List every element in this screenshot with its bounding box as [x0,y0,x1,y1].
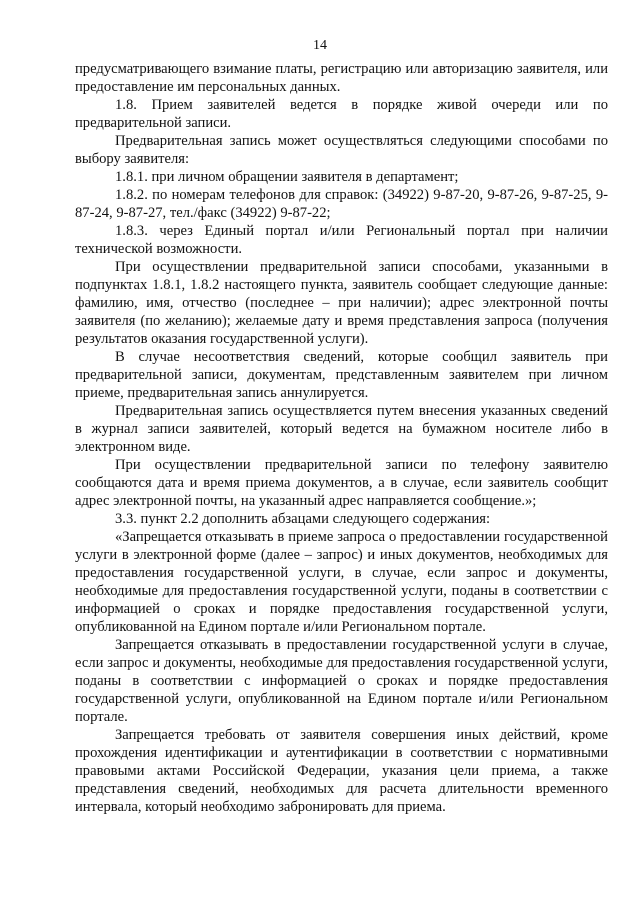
document-body [75,60,608,816]
paragraph-1-8-3: 1.8.3. через Единый портал и/или Региональный портал при наличии технической возможности. [75,223,608,257]
paragraph-refusal-acceptance: «Запрещается отказывать в приеме запроса о предоставлении государственной услуги в электронной форме (далее – запрос) и иных документов, необходимых для предоставления государственной услуги, в случае, если запрос и документы, необходимые для предоставления государственной услуги, поданы в соответствии с информацией о сроках и порядке предоставления государственной услуги, опубликованной на Едином портале и/или Региональном портале. [75,529,608,635]
paragraph-1-8-2: 1.8.2. по номерам телефонов для справок: (34922) 9-87-20, 9-87-26, 9-87-25, 9-87-24, 9-87-27, тел./факс (34922) 9-87-22; [75,187,608,221]
paragraph-record-data: При осуществлении предварительной записи способами, указанными в подпунктах 1.8.1, 1.8.2 настоящего пункта, заявитель сообщает следующие данные: фамилию, имя, отчество (последнее – при наличии); адрес электронной почты заявителя (по желанию); желаемые дату и время представления запроса (получения результатов оказания государственной услуги). [75,259,608,347]
paragraph-3-3: 3.3. пункт 2.2 дополнить абзацами следующего содержания: [115,511,491,527]
paragraph-continuation: предусматривающего взимание платы, регистрацию или авторизацию заявителя, или предоставление им персональных данных. [75,61,608,95]
paragraph-record-journal: Предварительная запись осуществляется путем внесения указанных сведений в журнал записи заявителей, который ведется на бумажном носителе либо в электронном виде. [75,403,608,455]
page-number: 14 [313,38,327,53]
paragraph-record-annulment: В случае несоответствия сведений, которые сообщил заявитель при предварительной записи, документам, представленным заявителем при личном приеме, предварительная запись аннулируется. [75,349,608,401]
paragraph-1-8-1: 1.8.1. при личном обращении заявителя в департамент; [115,169,459,185]
paragraph-1-8: 1.8. Прием заявителей ведется в порядке живой очереди или по предварительной записи. [75,97,608,131]
paragraph-refusal-provision: Запрещается отказывать в предоставлении государственной услуги в случае, если запрос и документы, необходимые для предоставления государственной услуги, поданы в соответствии с информацией о сроках и порядке предоставления государственной услуги, опубликованной на Едином портале и/или Региональном портале. [75,637,608,725]
paragraph-requirements-prohibited: Запрещается требовать от заявителя совершения иных действий, кроме прохождения идентификации и аутентификации в соответствии с нормативными правовыми актами Российской Федерации, указания цели приема, а также представления сведений, необходимых для расчета длительности временного интервала, который необходимо забронировать для приема. [75,727,608,815]
paragraph-preliminary-record-methods: Предварительная запись может осуществляться следующими способами по выбору заявителя: [75,133,608,167]
paragraph-phone-record: При осуществлении предварительной записи по телефону заявителю сообщаются дата и время приема документов, а в случае, если заявитель сообщит адрес электронной почты, на указанный адрес направляется сообщение.»; [75,457,608,509]
